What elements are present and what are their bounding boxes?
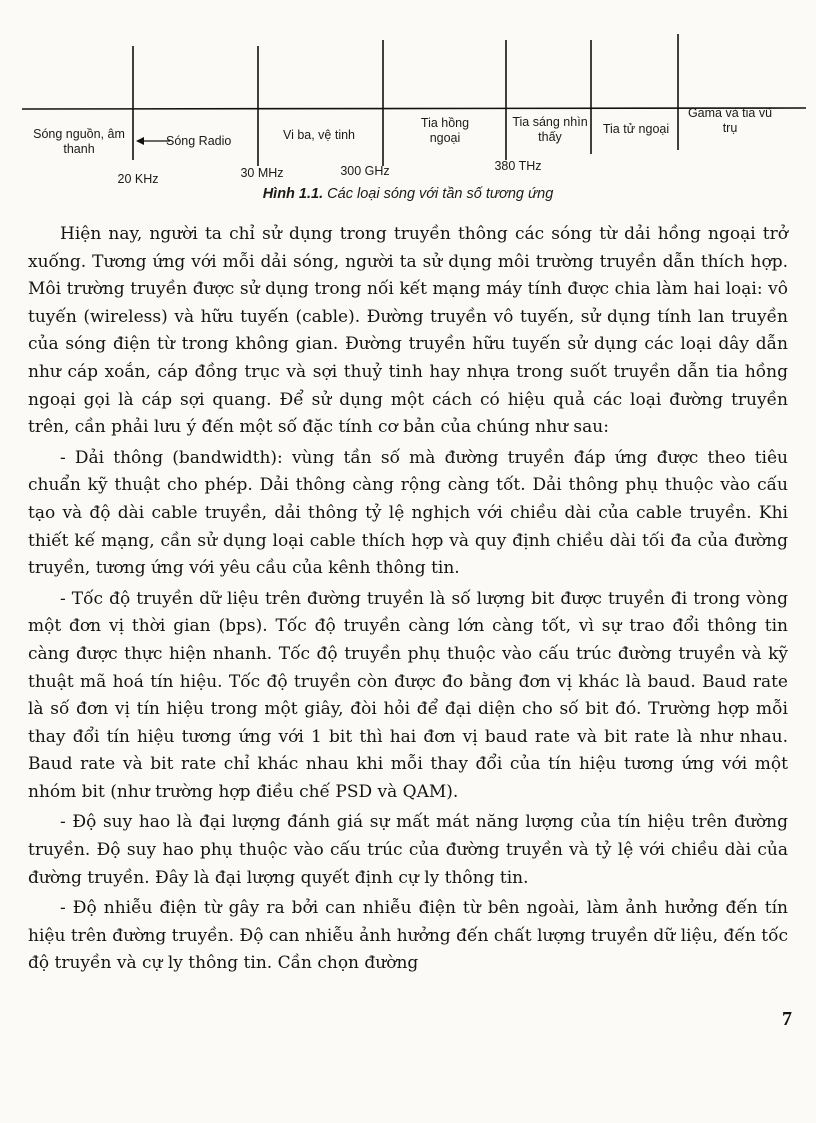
band-label-visible: Tia sáng nhìn thấy <box>512 115 588 144</box>
page-number: 7 <box>782 1008 792 1030</box>
freq-label-300ghz: 300 GHz <box>340 164 390 178</box>
caption-label: Hình 1.1. <box>262 186 324 202</box>
figure-caption <box>0 186 816 202</box>
paragraph-bandwidth: - Dải thông (bandwidth): vùng tần số mà đường truyền đáp ứng được theo tiêu chuẩn kỹ thuật cho phép. Dải thông càng rộng càng tốt. Dải thông phụ thuộc vào cấu tạo và độ dài cable truyền, dải thông tỷ lệ nghịch với chiều dài của cable truyền. Khi thiết kế mạng, cần sử dụng loại cable thích hợp và quy định chiều dài tối đa của đường truyền, tương ứng với yêu cầu của kênh thông tin. <box>28 447 788 579</box>
paragraph-intro: Hiện nay, người ta chỉ sử dụng trong truyền thông các sóng từ dải hồng ngoại trở xuống. Tương ứng với mỗi dải sóng, người ta sử dụng môi trường truyền dẫn thích hợp. Môi trường truyền được sử dụng trong nối kết mạng máy tính được chia làm hai loại: vô tuyến (wireless) và hữu tuyến (cable). Đường truyền vô tuyến, sử dụng tính lan truyền của sóng điện từ trong không gian. Đường truyền hữu tuyến sử dụng các loại dây dẫn như cáp xoắn, cáp đồng trục và sợi thuỷ tinh hay nhựa trong suốt truyền dẫn tia hồng ngoại gọi là cáp sợi quang. Để sử dụng một cách có hiệu quả các loại đường truyền trên, cần phải lưu ý đến một số đặc tính cơ bản của chúng như sau: <box>28 224 788 438</box>
band-label-audio: Sóng nguồn, âm thanh <box>33 127 125 156</box>
freq-label-20khz: 20 KHz <box>117 172 159 186</box>
paragraph-interference: - Độ nhiễu điện từ gây ra bởi can nhiễu điện từ bên ngoài, làm ảnh hưởng đến tín hiệu trên đường truyền. Độ can nhiễu ảnh hưởng đến chất lượng truyền dữ liệu, đến tốc độ truyền và cự ly thông tin. Cần chọn đường <box>28 898 788 974</box>
band-label-microwave: Vi ba, vệ tinh <box>282 128 356 142</box>
band-label-ultraviolet: Tia tử ngoại <box>602 122 670 136</box>
freq-label-380thz: 380 THz <box>494 159 542 173</box>
paragraph-attenuation: - Độ suy hao là đại lượng đánh giá sự mất mát năng lượng của tín hiệu trên đường truyền. Độ suy hao phụ thuộc vào cấu trúc của đường truyền và tỷ lệ với chiều dài của đường truyền. Đây là đại lượng quyết định cự ly thông tin. <box>28 812 788 888</box>
band-label-infrared: Tia hồng ngoại <box>420 116 470 145</box>
band-label-radio: Sóng Radio <box>166 134 232 148</box>
band-label-gamma: Gama và tia vũ trụ <box>687 106 773 135</box>
body-text <box>28 221 788 981</box>
wave-spectrum-figure <box>0 0 816 205</box>
caption-text: Các loại sóng với tần số tương ứng <box>327 186 554 202</box>
paragraph-data-rate: - Tốc độ truyền dữ liệu trên đường truyền là số lượng bit được truyền đi trong vòng một đơn vị thời gian (bps). Tốc độ truyền càng lớn càng tốt, vì sự trao đổi thông tin càng được thực hiện nhanh. Tốc độ truyền phụ thuộc vào cấu trúc đường truyền và kỹ thuật mã hoá tín hiệu. Tốc độ truyền còn được đo bằng đơn vị khác là baud. Baud rate là số đơn vị tín hiệu trong một giây, đòi hỏi để đại diện cho số bit đó. Trường hợp mỗi thay đổi tín hiệu tương ứng với 1 bit thì hai đơn vị baud rate và bit rate là như nhau. Baud rate và bit rate chỉ khác nhau khi mỗi thay đổi của tín hiệu tương ứng với một nhóm bit (như trường hợp điều chế PSD và QAM). <box>28 588 788 802</box>
freq-label-30mhz: 30 MHz <box>240 166 284 180</box>
